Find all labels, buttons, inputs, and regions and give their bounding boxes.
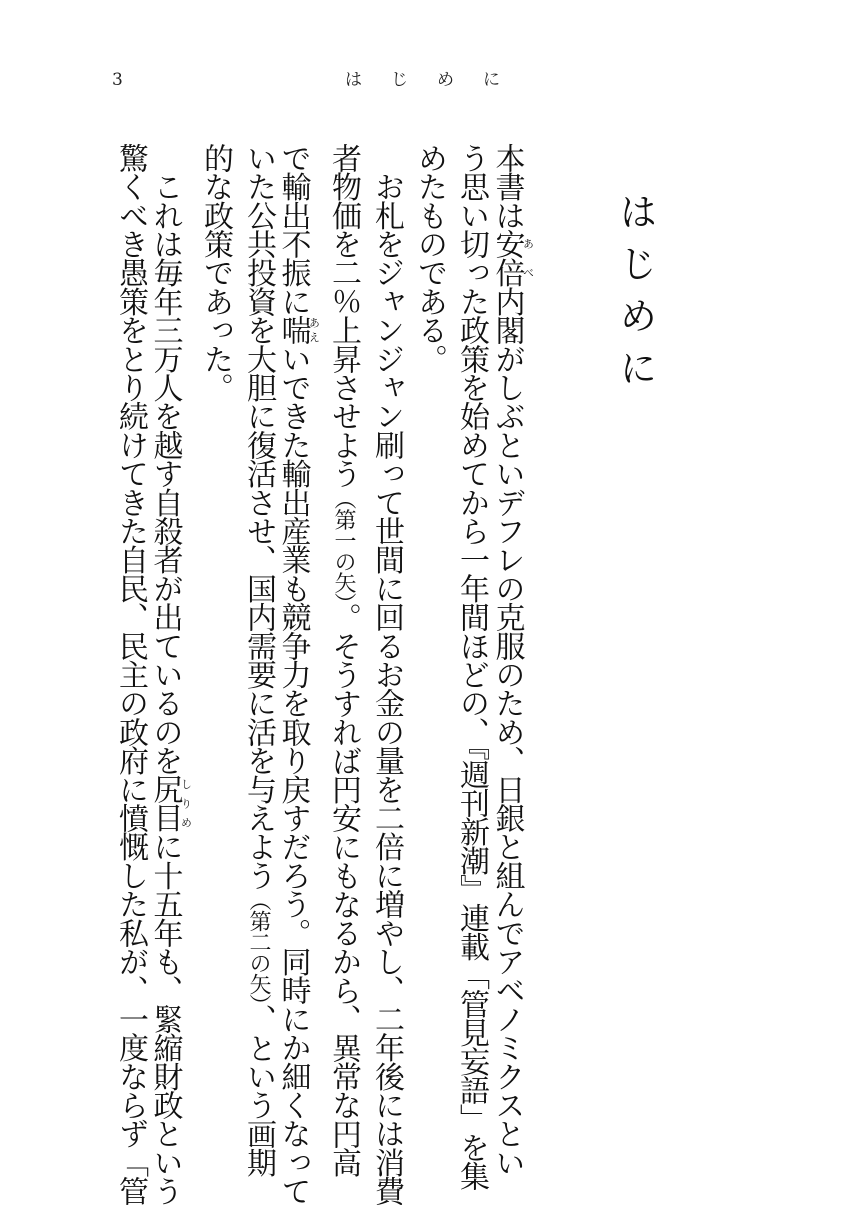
parenthetical-note: （第一の矢） <box>331 487 356 603</box>
page-number: 3 <box>112 70 123 90</box>
furigana-abe: 安倍あべ <box>489 229 535 287</box>
running-head <box>345 72 500 89</box>
text-column-5: 者物価を二％上昇させよう（第一の矢）。そうすれば円安にもなるから、異常な円高 <box>326 143 361 1177</box>
text-column-4: お札をジャンジャン刷って世間に回るお金の量を二倍に増やし、二年後には消費 <box>369 143 404 1205</box>
furigana-ae: 喘あえ <box>275 315 321 344</box>
furigana-shirime: 尻目しりめ <box>147 774 193 832</box>
text-column-1: 本書は安倍あべ内閣がしぶといデフレの克服のため、日銀と組んでアベノミクスとい <box>489 143 535 1177</box>
text-column-8: 的な政策であった。 <box>198 143 233 402</box>
text-column-3: めたものである。 <box>412 143 447 373</box>
running-head-char: に <box>483 70 500 90</box>
text-column-2: う思い切った政策を始めてから一年間ほどの、『週刊新潮』連載「管見妄語」を集 <box>454 143 489 1190</box>
chapter-title: はじめに <box>613 192 657 400</box>
text-column-7: いた公共投資を大胆に復活させ、国内需要に活を与えよう（第二の矢）、という画期 <box>241 143 276 1177</box>
parenthetical-note: （第二の矢） <box>246 889 271 1005</box>
running-head-char: め <box>437 70 454 90</box>
text-column-6: で輸出不振に喘あえいできた輸出産業も競争力を取り戻すだろう。同時にか細くなって <box>275 143 321 1205</box>
running-head-char: は <box>345 70 362 90</box>
text-column-9: これは毎年三万人を越す自殺者が出ているのを尻目しりめに十五年も、緊縮財政という <box>147 143 193 1205</box>
running-head-char: じ <box>391 70 408 90</box>
text-column-10: 驚くべき愚策をとり続けてきた自民、民主の政府に憤慨した私が、一度ならず「管 <box>113 143 148 1205</box>
